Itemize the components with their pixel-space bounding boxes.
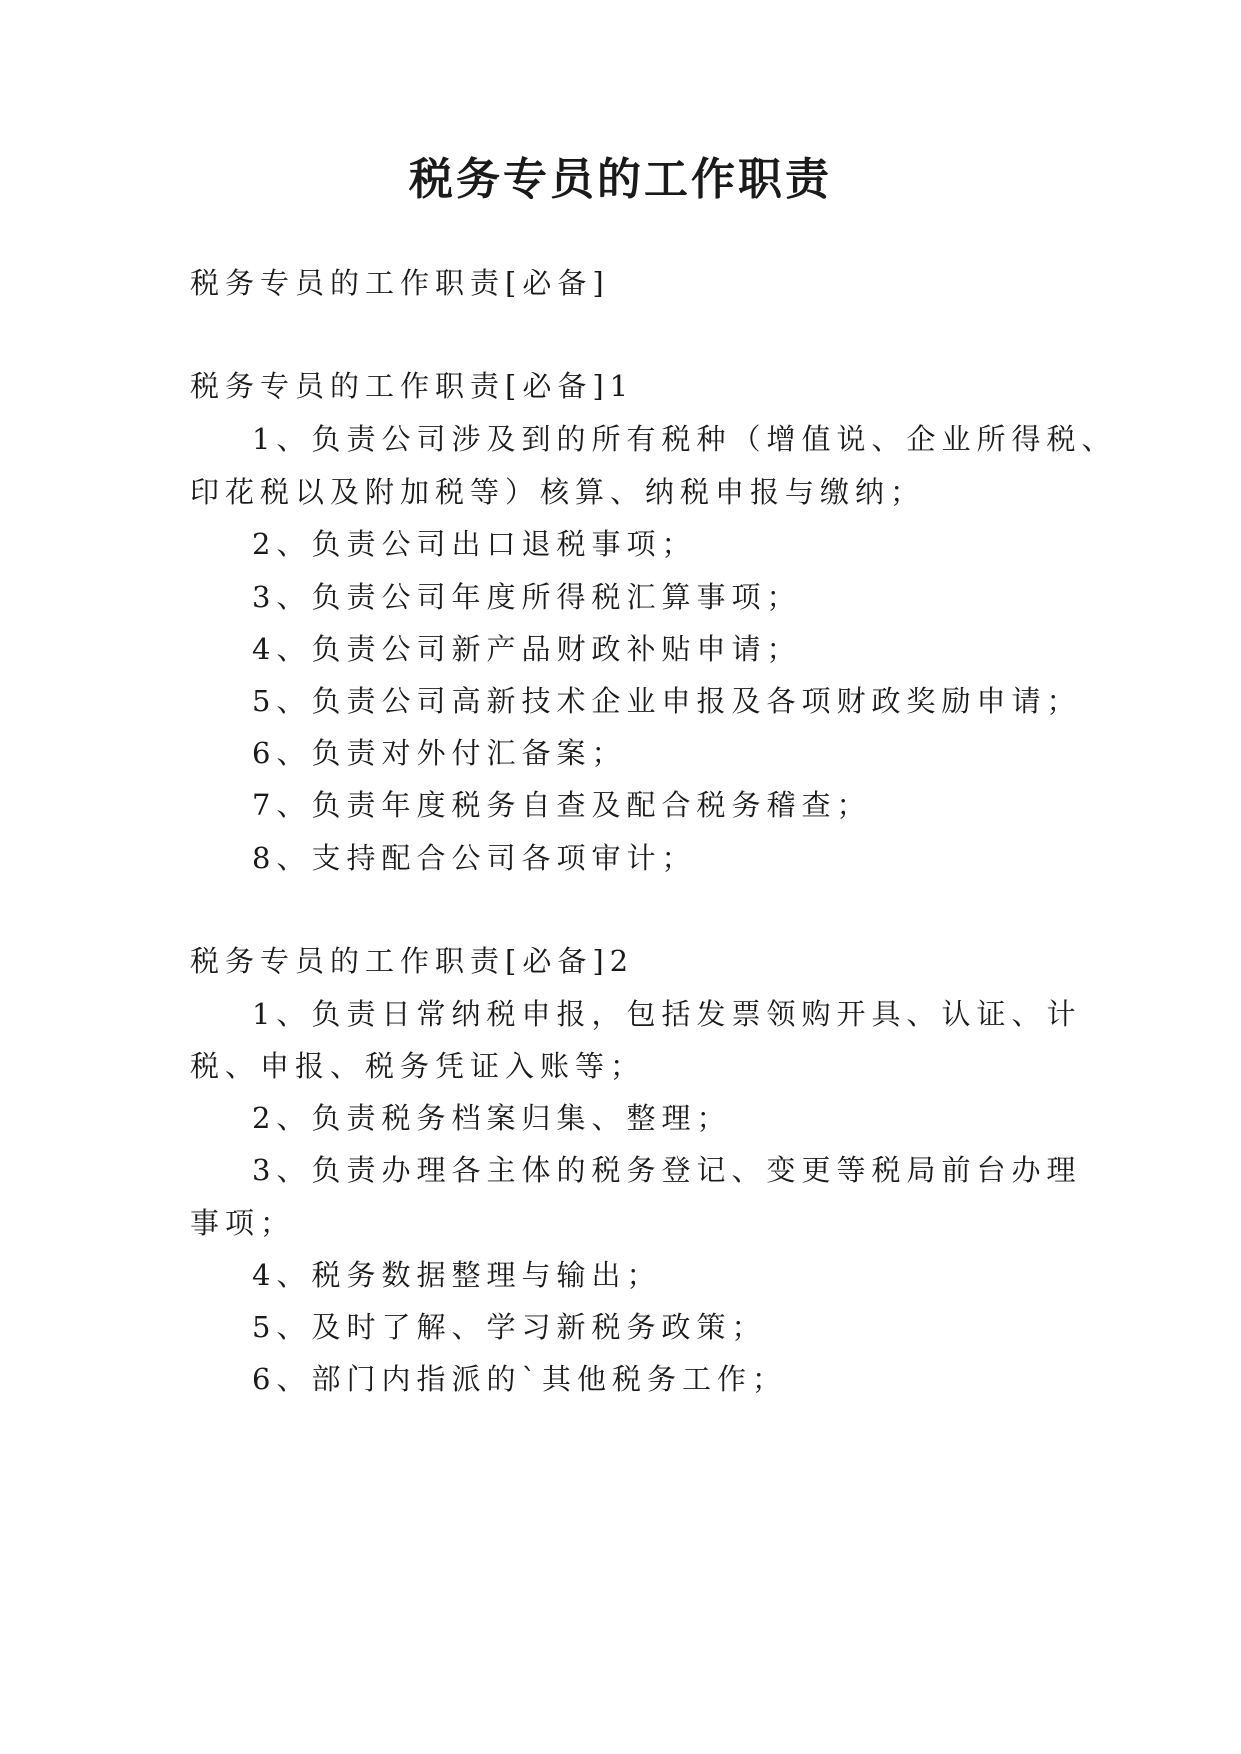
section-2-item-3-cont: 事项；: [190, 1206, 296, 1240]
section-2-item-2: 2、负责税务档案归集、整理；: [252, 1101, 732, 1135]
section-1-item-1: 1、负责公司涉及到的所有税种（增值说、企业所得税、: [252, 422, 1117, 456]
page-title: 税务专员的工作职责: [409, 154, 832, 205]
section-2-item-1: 1、负责日常纳税申报，包括发票领购开具、认证、计: [252, 997, 1082, 1031]
section-2-item-3: 3、负责办理各主体的税务登记、变更等税局前台办理: [252, 1153, 1082, 1187]
section-1-item-8: 8、支持配合公司各项审计；: [252, 841, 697, 875]
section-2-item-6: 6、部门内指派的`其他税务工作；: [252, 1362, 787, 1396]
section-2-item-1-cont: 税、申报、税务凭证入账等；: [190, 1049, 646, 1083]
section-1-item-5: 5、负责公司高新技术企业申报及各项财政奖励申请；: [252, 684, 1082, 718]
section-1-item-7: 7、负责年度税务自查及配合税务稽查；: [252, 788, 872, 822]
section-1-heading: 税务专员的工作职责[必备]1: [190, 369, 635, 403]
section-2-item-4: 4、税务数据整理与输出；: [252, 1258, 662, 1292]
section-2-item-5: 5、及时了解、学习新税务政策；: [252, 1310, 767, 1344]
section-1-item-6: 6、负责对外付汇备案；: [252, 736, 627, 770]
section-1-item-4: 4、负责公司新产品财政补贴申请；: [252, 632, 802, 666]
section-1-item-1-cont: 印花税以及附加税等）核算、纳税申报与缴纳；: [190, 475, 926, 509]
intro-line: 税务专员的工作职责[必备]: [190, 266, 610, 300]
section-1-item-2: 2、负责公司出口退税事项；: [252, 527, 697, 561]
section-2-heading: 税务专员的工作职责[必备]2: [190, 944, 635, 978]
section-1-item-3: 3、负责公司年度所得税汇算事项；: [252, 580, 802, 614]
